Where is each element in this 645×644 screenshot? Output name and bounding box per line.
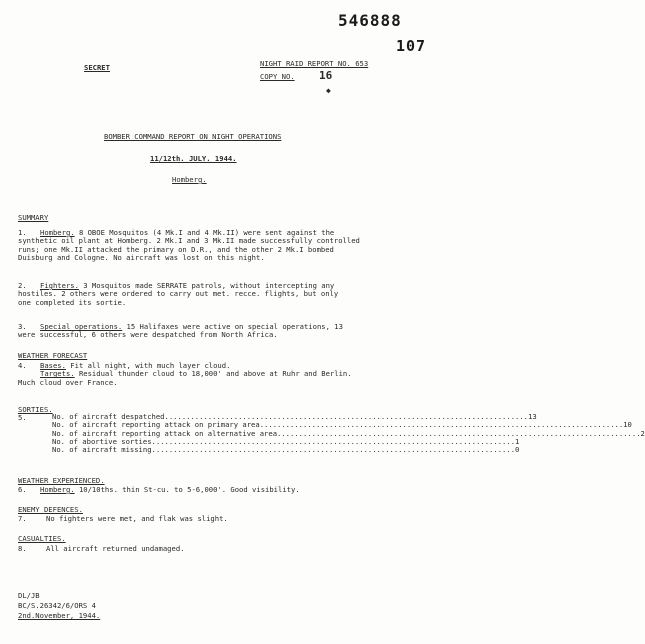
reference-initials: DL/JB	[18, 591, 40, 600]
enemy-defences-heading: ENEMY DEFENCES.	[18, 505, 83, 514]
table-row: No. of aircraft reporting attack on alternative area .................................................................................... 2	[52, 428, 645, 438]
report-date: 11/12th. JULY. 1944.	[150, 154, 237, 163]
reference-date: 2nd.November, 1944.	[18, 611, 101, 620]
table-row: No. of aircraft reporting attack on primary area .................................................................................... 10	[52, 420, 632, 430]
sorties-heading: SORTIES.	[18, 405, 53, 414]
summary-item-2: 2. Fighters. 3 Mosquitos made SERRATE patrols, without intercepting any hostiles. 2 others were ordered to carry out met. recce. flights, but only one completed its sortie.	[18, 281, 339, 307]
table-row: No. of aircraft despatched .................................................................................... 13	[52, 412, 537, 421]
enemy-defences-item: 7. No fighters were met, and flak was slight.	[18, 514, 228, 523]
copy-number-label: COPY NO.	[260, 72, 295, 81]
weather-forecast-heading: WEATHER FORECAST	[18, 351, 88, 360]
report-title: BOMBER COMMAND REPORT ON NIGHT OPERATIONS	[104, 132, 282, 141]
archive-serial-stamp: 546888	[338, 11, 402, 30]
table-row: No. of abortive sorties .................................................................................... 1	[52, 436, 520, 446]
weather-forecast-item: 4. Bases. Fit all night, with much layer cloud. Targets. Residual thunder cloud to 18,000' and above at Ruhr and Berlin. Much cloud over France.	[18, 361, 352, 387]
weather-experienced-heading: WEATHER EXPERIENCED.	[18, 476, 105, 485]
casualties-item: 8. All aircraft returned undamaged.	[18, 544, 185, 553]
table-row: No. of aircraft missing .................................................................................... 0	[52, 445, 520, 455]
summary-item-3: 3. Special operations. 15 Halifaxes were active on special operations, 13 were successful, 6 others were despatched from North Africa.	[18, 322, 343, 340]
page-number-stamp: 107	[396, 37, 427, 55]
copy-number-value: 16	[318, 69, 333, 82]
summary-item-1: 1. Homberg. 8 OBOE Mosquitos (4 Mk.I and 4 Mk.II) were sent against the synthetic oil plant at Homberg. 2 Mk.I and 3 Mk.II made successfully controlled runs; one Mk.II attacked the primary on D.R., and the other 2 Mk.I bombed Duisburg and Cologne. No aircraft was lost on this night.	[18, 228, 360, 262]
copy-number	[260, 70, 332, 83]
reference-file-number: BC/S.26342/6/ORS 4	[18, 601, 96, 610]
sorties-number: 5.	[18, 413, 27, 422]
casualties-heading: CASUALTIES.	[18, 534, 66, 543]
classification-label: SECRET	[84, 63, 110, 72]
sorties-table	[52, 412, 645, 455]
summary-heading: SUMMARY	[18, 213, 49, 222]
report-number: NIGHT RAID REPORT NO. 653	[260, 59, 369, 68]
punch-mark: ◆	[326, 86, 331, 95]
weather-experienced-item: 6. Homberg. 10/10ths. thin St-cu. to 5-6,000'. Good visibility.	[18, 485, 300, 494]
report-target: Homberg.	[172, 175, 207, 184]
